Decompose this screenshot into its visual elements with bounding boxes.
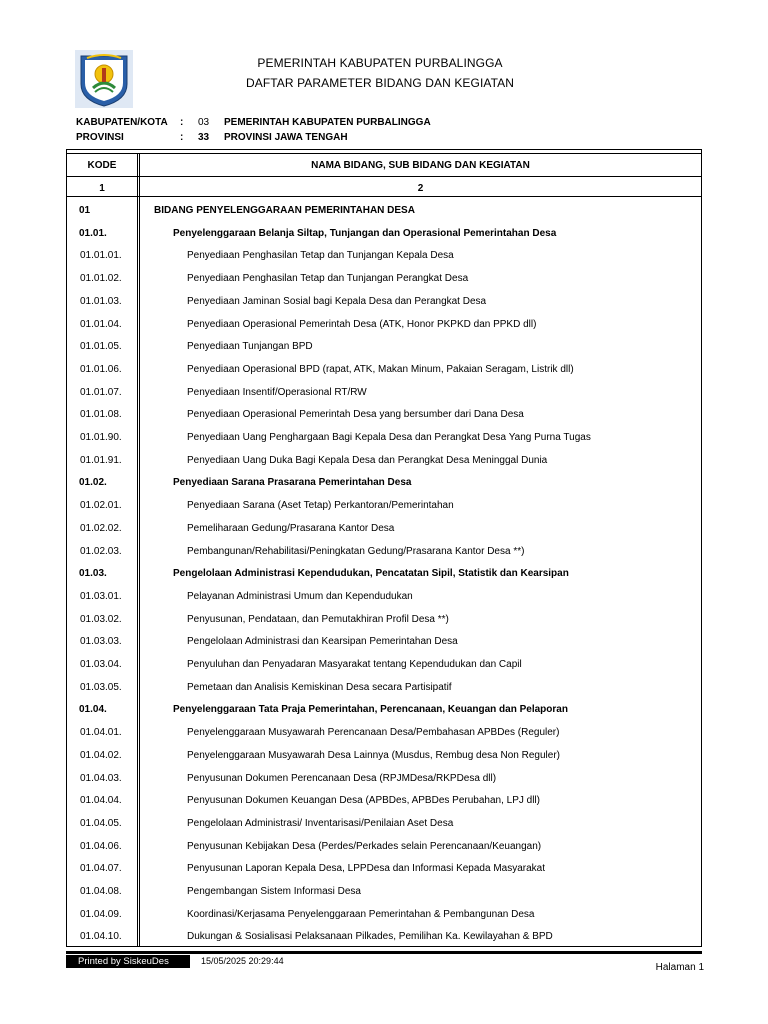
provinsi-code: 33 — [198, 132, 210, 143]
table-top-double-line — [67, 153, 701, 154]
table-row — [67, 250, 701, 272]
row-name: Penyediaan Penghasilan Tetap dan Tunjangan Perangkat Desa — [187, 273, 469, 285]
table-row — [67, 546, 701, 568]
provinsi-name: PROVINSI JAWA TENGAH — [224, 132, 348, 143]
table-row — [67, 205, 701, 227]
row-code: 01.01.90. — [80, 432, 122, 443]
row-name: Penyusunan, Pendataan, dan Pemutakhiran Profil Desa **) — [187, 613, 449, 625]
kabupaten-code: 03 — [198, 117, 210, 128]
table-row — [67, 273, 701, 295]
row-name: Pengelolaan Administrasi/ Inventarisasi/Penilaian Aset Desa — [187, 817, 454, 829]
table-row — [67, 795, 701, 817]
table-row — [67, 409, 701, 431]
row-code: 01.04.09. — [80, 908, 122, 920]
row-code: 01.03.03. — [80, 636, 122, 648]
table-row — [67, 682, 701, 704]
row-code: 01.04.10. — [80, 931, 122, 943]
row-code: 01.01.02. — [80, 273, 122, 285]
row-name: Penyediaan Penghasilan Tetap dan Tunjangan Kepala Desa — [187, 250, 454, 262]
row-code: 01.03.04. — [80, 659, 122, 670]
row-name: Pengembangan Sistem Informasi Desa — [187, 886, 361, 897]
row-name: Penyuluhan dan Penyadaran Masyarakat tentang Kependudukan dan Capil — [187, 659, 522, 670]
table-row — [67, 886, 701, 908]
row-name: Penyelenggaraan Belanja Siltap, Tunjangan dan Operasional Pemerintahan Desa — [173, 227, 557, 239]
report-title-line2: DAFTAR PARAMETER BIDANG DAN KEGIATAN — [245, 76, 515, 90]
row-name: Penyediaan Insentif/Operasional RT/RW — [187, 386, 367, 398]
row-name: Penyediaan Jaminan Sosial bagi Kepala Desa dan Perangkat Desa — [187, 295, 487, 307]
row-code: 01 — [79, 205, 91, 216]
table-row — [67, 591, 701, 613]
row-name: Penyusunan Dokumen Keuangan Desa (APBDes, APBDes Perubahan, LPJ dll) — [187, 795, 540, 807]
kabupaten-label: KABUPATEN/KOTA — [76, 117, 168, 128]
table-row — [67, 296, 701, 318]
row-name: Pengelolaan Administrasi dan Kearsipan Pemerintahan Desa — [187, 636, 458, 648]
number-row-divider — [67, 196, 701, 197]
row-name: Penyediaan Tunjangan BPD — [187, 341, 313, 353]
printed-by-badge: Printed by SiskeuDes — [66, 955, 190, 968]
row-code: 01.04.04. — [80, 795, 122, 807]
row-code: 01.01.04. — [80, 318, 122, 330]
row-name: Penyelenggaraan Musyawarah Perencanaan Desa/Pembahasan APBDes (Reguler) — [187, 727, 560, 739]
page-number: Halaman 1 — [655, 962, 704, 973]
table-row — [67, 523, 701, 545]
column-number-1: 1 — [99, 183, 105, 194]
column-header-kode: KODE — [87, 160, 117, 171]
row-code: 01.02.01. — [80, 500, 122, 512]
table-row — [67, 364, 701, 386]
row-name: Penyelenggaraan Musyawarah Desa Lainnya (Musdus, Rembug desa Non Reguler) — [187, 749, 560, 761]
table-row — [67, 319, 701, 341]
row-code: 01.03. — [79, 568, 107, 580]
row-code: 01.04.03. — [80, 772, 122, 784]
row-code: 01.02.02. — [80, 522, 122, 534]
row-code: 01.04.08. — [80, 886, 122, 897]
row-name: Penyediaan Operasional Pemerintah Desa (ATK, Honor PKPKD dan PPKD dll) — [187, 318, 537, 330]
table-row — [67, 841, 701, 863]
row-name: Penyediaan Uang Duka Bagi Kepala Desa dan Perangkat Desa Meninggal Dunia — [187, 454, 548, 466]
provinsi-label: PROVINSI — [76, 132, 124, 143]
row-code: 01.02.03. — [80, 545, 122, 557]
table-row — [67, 500, 701, 522]
row-code: 01.02. — [79, 477, 107, 489]
table-row — [67, 455, 701, 477]
row-code: 01.03.01. — [80, 590, 122, 602]
row-code: 01.01.07. — [80, 386, 122, 398]
row-name: Pemeliharaan Gedung/Prasarana Kantor Desa — [187, 522, 395, 534]
row-name: Penyediaan Operasional Pemerintah Desa yang bersumber dari Dana Desa — [187, 409, 524, 421]
column-number-2: 2 — [417, 183, 424, 194]
row-code: 01.01.01. — [80, 250, 122, 262]
row-name: Penyusunan Laporan Kepala Desa, LPPDesa dan Informasi Kepada Masyarakat — [187, 863, 546, 875]
row-code: 01.04.01. — [80, 727, 122, 739]
table-row — [67, 659, 701, 681]
column-header-nama: NAMA BIDANG, SUB BIDANG DAN KEGIATAN — [311, 160, 530, 171]
row-name: Dukungan & Sosialisasi Pelaksanaan Pilkades, Pemilihan Ka. Kewilayahan & BPD — [187, 931, 553, 943]
table-row — [67, 614, 701, 636]
row-code: 01.01.05. — [80, 341, 122, 353]
row-name: BIDANG PENYELENGGARAAN PEMERINTAHAN DESA — [154, 205, 415, 216]
row-name: Pelayanan Administrasi Umum dan Kependudukan — [187, 590, 413, 602]
table-row — [67, 750, 701, 772]
row-code: 01.04.05. — [80, 817, 122, 829]
header-divider — [67, 176, 701, 177]
row-code: 01.04. — [79, 704, 107, 716]
row-code: 01.04.06. — [80, 840, 122, 852]
table-row — [67, 477, 701, 499]
table-row — [67, 568, 701, 590]
meta-provinsi — [76, 132, 348, 143]
table-row — [67, 773, 701, 795]
row-code: 01.01.91. — [80, 454, 122, 466]
purbalingga-crest-icon — [75, 50, 133, 108]
table-row — [67, 818, 701, 840]
row-code: 01.04.07. — [80, 863, 122, 875]
footer-rule — [66, 951, 702, 954]
kabupaten-colon: : — [180, 117, 184, 128]
table-row — [67, 432, 701, 454]
table-row — [67, 387, 701, 409]
row-name: Penyediaan Operasional BPD (rapat, ATK, Makan Minum, Pakaian Seragam, Listrik dll) — [187, 363, 574, 375]
report-title-line1: PEMERINTAH KABUPATEN PURBALINGGA — [257, 56, 503, 70]
row-name: Pemetaan dan Analisis Kemiskinan Desa secara Partisipatif — [187, 681, 452, 693]
row-code: 01.01.08. — [80, 409, 122, 421]
table-row — [67, 863, 701, 885]
table-row — [67, 341, 701, 363]
table-row — [67, 228, 701, 250]
row-name: Penyusunan Kebijakan Desa (Perdes/Perkades selain Perencanaan/Keuangan) — [187, 840, 542, 852]
table-row — [67, 704, 701, 726]
provinsi-colon: : — [180, 132, 184, 143]
row-code: 01.03.05. — [80, 681, 122, 693]
row-name: Koordinasi/Kerjasama Penyelenggaraan Pemerintahan & Pembangunan Desa — [187, 908, 535, 920]
table-row — [67, 909, 701, 931]
row-name: Pengelolaan Administrasi Kependudukan, Pencatatan Sipil, Statistik dan Kearsipan — [173, 568, 569, 580]
meta-kabupaten — [76, 117, 431, 128]
row-code: 01.01. — [79, 227, 107, 239]
row-name: Penyelenggaraan Tata Praja Pemerintahan, Perencanaan, Keuangan dan Pelaporan — [173, 704, 568, 716]
print-timestamp: 15/05/2025 20:29:44 — [201, 956, 284, 966]
row-name: Penyediaan Uang Penghargaan Bagi Kepala Desa dan Perangkat Desa Yang Purna Tugas — [187, 432, 591, 443]
parameter-table — [66, 149, 702, 947]
row-code: 01.01.03. — [80, 295, 122, 307]
row-name: Pembangunan/Rehabilitasi/Peningkatan Gedung/Prasarana Kantor Desa **) — [187, 545, 525, 557]
table-row — [67, 727, 701, 749]
row-name: Penyediaan Sarana (Aset Tetap) Perkantoran/Pemerintahan — [187, 500, 454, 512]
table-row — [67, 636, 701, 658]
row-code: 01.01.06. — [80, 363, 122, 375]
row-name: Penyediaan Sarana Prasarana Pemerintahan Desa — [173, 477, 412, 489]
kabupaten-name: PEMERINTAH KABUPATEN PURBALINGGA — [224, 117, 431, 128]
row-code: 01.04.02. — [80, 749, 122, 761]
row-code: 01.03.02. — [80, 613, 122, 625]
row-name: Penyusunan Dokumen Perencanaan Desa (RPJMDesa/RKPDesa dll) — [187, 772, 497, 784]
